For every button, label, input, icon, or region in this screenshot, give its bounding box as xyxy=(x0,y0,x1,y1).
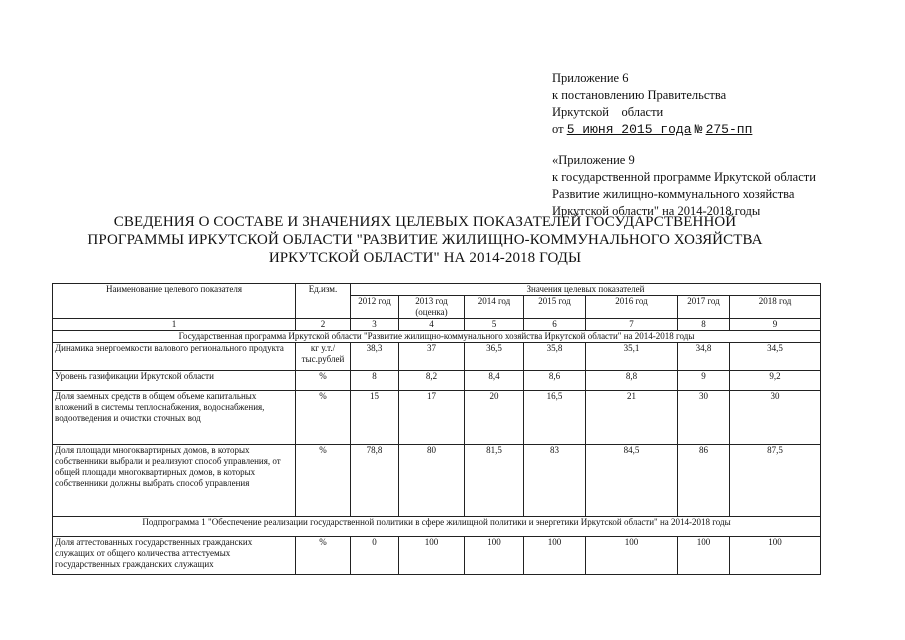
indicator-value: 38,3 xyxy=(351,343,399,371)
title-line-3: ИРКУТСКОЙ ОБЛАСТИ" НА 2014-2018 ГОДЫ xyxy=(268,250,582,266)
table-row xyxy=(53,343,821,371)
indicator-value: 20 xyxy=(465,391,524,445)
number-prefix: № xyxy=(694,122,703,137)
indicator-value: 8 xyxy=(351,371,399,391)
indicator-value: 9,2 xyxy=(730,371,821,391)
indicator-value: 80 xyxy=(399,445,465,517)
header-year: 2014 год xyxy=(465,296,524,319)
column-number: 3 xyxy=(351,319,399,331)
indicator-name: Доля аттестованных государственных гражданских служащих от общего количества аттестуемых государственных гражданских служащих xyxy=(53,537,296,575)
column-number: 8 xyxy=(678,319,730,331)
appendix-9-heading: «Приложение 9 xyxy=(552,153,635,167)
appendix-9-line4: Иркутской области" на 2014-2018 годы xyxy=(552,204,761,218)
indicator-value: 8,8 xyxy=(586,371,678,391)
indicator-value: 100 xyxy=(465,537,524,575)
column-number: 1 xyxy=(53,319,296,331)
document-title xyxy=(80,213,770,267)
indicator-value: 30 xyxy=(730,391,821,445)
indicator-value: 36,5 xyxy=(465,343,524,371)
indicator-unit: % xyxy=(296,371,351,391)
column-number: 9 xyxy=(730,319,821,331)
title-line-2: ПРОГРАММЫ ИРКУТСКОЙ ОБЛАСТИ "РАЗВИТИЕ ЖИЛИЩНО-КОММУНАЛЬНОГО ХОЗЯЙСТВА xyxy=(87,232,763,248)
header-year: 2018 год xyxy=(730,296,821,319)
indicator-name: Доля площади многоквартирных домов, в которых собственники выбрали и реализуют способ управления, от общей площади многоквартирных домов, в которых собственники должны выбрать способ управления xyxy=(53,445,296,517)
header-year: 2016 год xyxy=(586,296,678,319)
table-row xyxy=(53,391,821,445)
indicator-value: 8,6 xyxy=(524,371,586,391)
subprogram-section-row-title: Подпрограмма 1 "Обеспечение реализации государственной политики в сфере жилищной политики и энергетики Иркутской области" на 2014-2018 годы xyxy=(53,517,821,537)
appendix-6-line2: к постановлению Правительства xyxy=(552,88,727,102)
indicator-unit: % xyxy=(296,537,351,575)
column-number: 2 xyxy=(296,319,351,331)
indicator-value: 35,8 xyxy=(524,343,586,371)
number-value: 275-пп xyxy=(705,122,753,137)
column-number: 5 xyxy=(465,319,524,331)
header-target-values: Значения целевых показателей xyxy=(351,284,821,296)
program-section-row-title: Государственная программа Иркутской области "Развитие жилищно-коммунального хозяйства Иркутской области" на 2014-2018 годы xyxy=(53,331,821,343)
indicator-unit: % xyxy=(296,445,351,517)
indicator-value: 86 xyxy=(678,445,730,517)
date-prefix: от xyxy=(552,122,564,136)
indicator-unit: кг у.т./ тыс.рублей xyxy=(296,343,351,371)
appendix-6-block xyxy=(552,70,752,138)
date-value: 5 июня 2015 года xyxy=(566,122,692,137)
indicator-value: 17 xyxy=(399,391,465,445)
appendix-6-line3: Иркутской области xyxy=(552,105,664,119)
indicator-value: 0 xyxy=(351,537,399,575)
indicator-value: 30 xyxy=(678,391,730,445)
appendix-9-line3: Развитие жилищно-коммунального хозяйства xyxy=(552,187,795,201)
subprogram-section-row xyxy=(53,517,821,537)
indicators-table xyxy=(52,283,821,575)
table-row xyxy=(53,371,821,391)
title-line-1: СВЕДЕНИЯ О СОСТАВЕ И ЗНАЧЕНИЯХ ЦЕЛЕВЫХ ПОКАЗАТЕЛЕЙ ГОСУДАРСТВЕННОЙ xyxy=(113,214,737,230)
appendix-9-line2: к государственной программе Иркутской области xyxy=(552,170,816,184)
indicator-value: 9 xyxy=(678,371,730,391)
table-row xyxy=(53,445,821,517)
column-number: 4 xyxy=(399,319,465,331)
header-year: 2013 год (оценка) xyxy=(399,296,465,319)
indicator-name: Динамика энергоемкости валового регионального продукта xyxy=(53,343,296,371)
table-row xyxy=(53,537,821,575)
indicator-value: 37 xyxy=(399,343,465,371)
indicator-value: 81,5 xyxy=(465,445,524,517)
indicator-value: 100 xyxy=(678,537,730,575)
indicator-value: 21 xyxy=(586,391,678,445)
indicator-value: 15 xyxy=(351,391,399,445)
column-number: 7 xyxy=(586,319,678,331)
indicator-value: 78,8 xyxy=(351,445,399,517)
appendix-6-heading: Приложение 6 xyxy=(552,71,629,85)
appendix-9-block xyxy=(552,152,816,220)
indicator-value: 34,8 xyxy=(678,343,730,371)
indicator-value: 87,5 xyxy=(730,445,821,517)
header-year: 2012 год xyxy=(351,296,399,319)
indicator-value: 16,5 xyxy=(524,391,586,445)
indicator-value: 8,4 xyxy=(465,371,524,391)
appendix-6-date-line xyxy=(552,121,752,138)
indicator-name: Доля заемных средств в общем объеме капитальных вложений в системы теплоснабжения, водоснабжения, водоотведения и очистки сточных вод xyxy=(53,391,296,445)
indicator-unit: % xyxy=(296,391,351,445)
header-indicator-name: Наименование целевого показателя xyxy=(53,284,296,319)
column-numbers-row xyxy=(53,319,821,331)
indicator-value: 83 xyxy=(524,445,586,517)
indicator-value: 8,2 xyxy=(399,371,465,391)
indicator-value: 100 xyxy=(730,537,821,575)
column-number: 6 xyxy=(524,319,586,331)
header-year: 2015 год xyxy=(524,296,586,319)
indicator-value: 100 xyxy=(524,537,586,575)
program-section-row xyxy=(53,331,821,343)
indicator-value: 34,5 xyxy=(730,343,821,371)
header-unit: Ед.изм. xyxy=(296,284,351,319)
indicator-value: 100 xyxy=(399,537,465,575)
table-body xyxy=(53,284,821,575)
indicator-value: 84,5 xyxy=(586,445,678,517)
header-year: 2017 год xyxy=(678,296,730,319)
indicator-value: 35,1 xyxy=(586,343,678,371)
indicator-value: 100 xyxy=(586,537,678,575)
indicator-name: Уровень газификации Иркутской области xyxy=(53,371,296,391)
